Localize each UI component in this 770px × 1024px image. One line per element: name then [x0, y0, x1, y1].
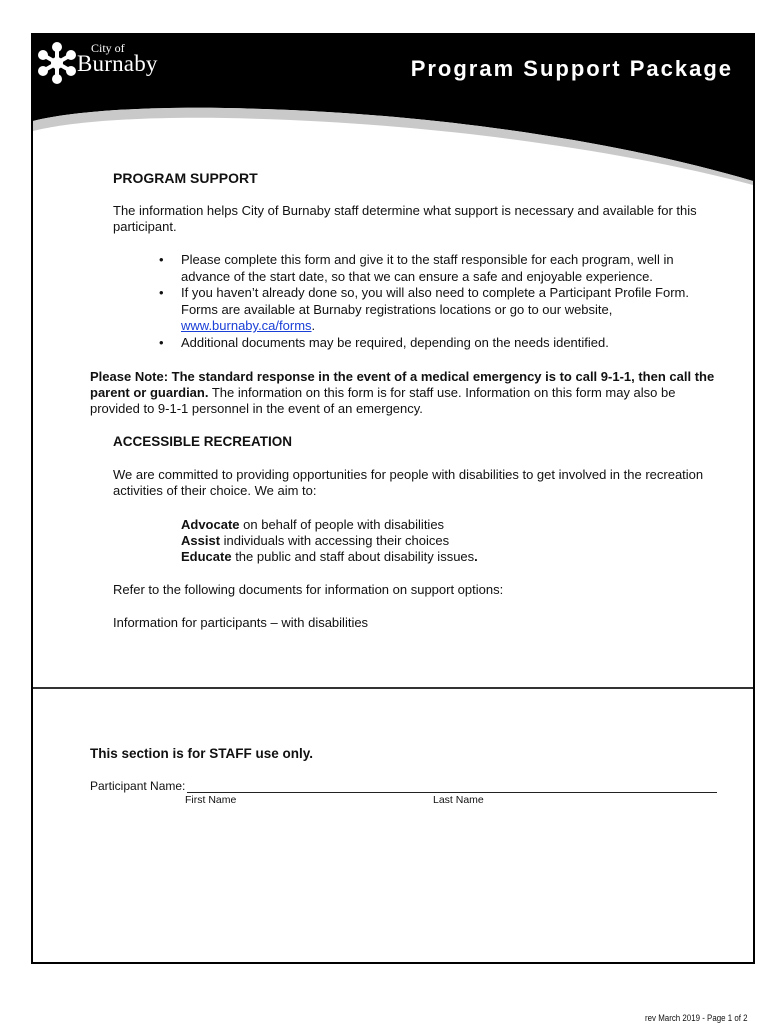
forms-website-link[interactable]: www.burnaby.ca/forms — [181, 318, 312, 333]
refer-text: Refer to the following documents for information on support options: — [113, 582, 504, 597]
snowflake-logo-icon — [37, 41, 77, 85]
last-name-label: Last Name — [433, 794, 484, 806]
bullet-text: Please complete this form and give it to the staff responsible for each program, well in advance of the start date, so that we can ensure a safe and enjoyable experience. — [181, 252, 674, 284]
participant-name-label: Participant Name: — [90, 779, 186, 793]
logo-burnaby: Burnaby — [77, 51, 158, 76]
participant-info-text: Information for participants – with disabilities — [113, 615, 369, 630]
program-support-heading: PROGRAM SUPPORT — [113, 170, 258, 186]
accessible-recreation-heading: ACCESSIBLE RECREATION — [113, 434, 293, 449]
emergency-note-bold: Please Note: The standard response in the event of a medical emergency is to call 9-1-1, then call the parent or guardian. — [90, 369, 715, 400]
aim-text: on behalf of people with disabilities — [239, 517, 445, 532]
participant-name-field[interactable] — [187, 792, 717, 793]
logo-city-of: City of — [91, 41, 125, 55]
first-name-label: First Name — [185, 794, 237, 806]
bullet-text: Additional documents may be required, depending on the needs identified. — [181, 334, 609, 350]
accessible-intro: We are committed to providing opportunities for people with disabilities to get involved in the recreation activities of their choice. We aim to: — [113, 467, 704, 498]
list-item — [159, 252, 719, 285]
aim-item — [181, 517, 478, 533]
page-frame — [31, 33, 755, 964]
aim-text: individuals with accessing their choices — [220, 533, 450, 548]
page-footer: rev March 2019 - Page 1 of 2 — [645, 1013, 748, 1023]
bullet-text: If you haven’t already done so, you will also need to complete a Participant Profile Form. Forms are available at Burnaby registrations locations or go to our website, — [181, 285, 689, 317]
program-support-intro: The information helps City of Burnaby staff determine what support is necessary and available for this participant. — [113, 203, 697, 234]
instructions-list — [159, 252, 719, 351]
list-item — [159, 335, 719, 352]
page-title: Program Support Package — [410, 56, 733, 81]
link-trailing-period: . — [311, 318, 316, 333]
staff-section-heading: This section is for STAFF use only. — [90, 746, 314, 761]
aim-text: the public and staff about disability issues — [231, 549, 475, 564]
list-item — [159, 285, 719, 335]
aim-verb: Advocate — [181, 517, 240, 532]
aim-verb: Assist — [181, 533, 221, 548]
aim-item — [181, 549, 478, 565]
emergency-note — [90, 369, 720, 417]
city-logo — [37, 41, 187, 89]
aims-list — [181, 517, 478, 565]
emergency-note-text: The information on this form is for staff use. Information on this form may also be provided to 9-1-1 personnel in the event of an emergency. — [90, 385, 676, 416]
aim-verb: Educate — [181, 549, 232, 564]
aim-item — [181, 533, 478, 549]
aim-end-period: . — [474, 549, 478, 564]
section-divider — [33, 687, 753, 689]
